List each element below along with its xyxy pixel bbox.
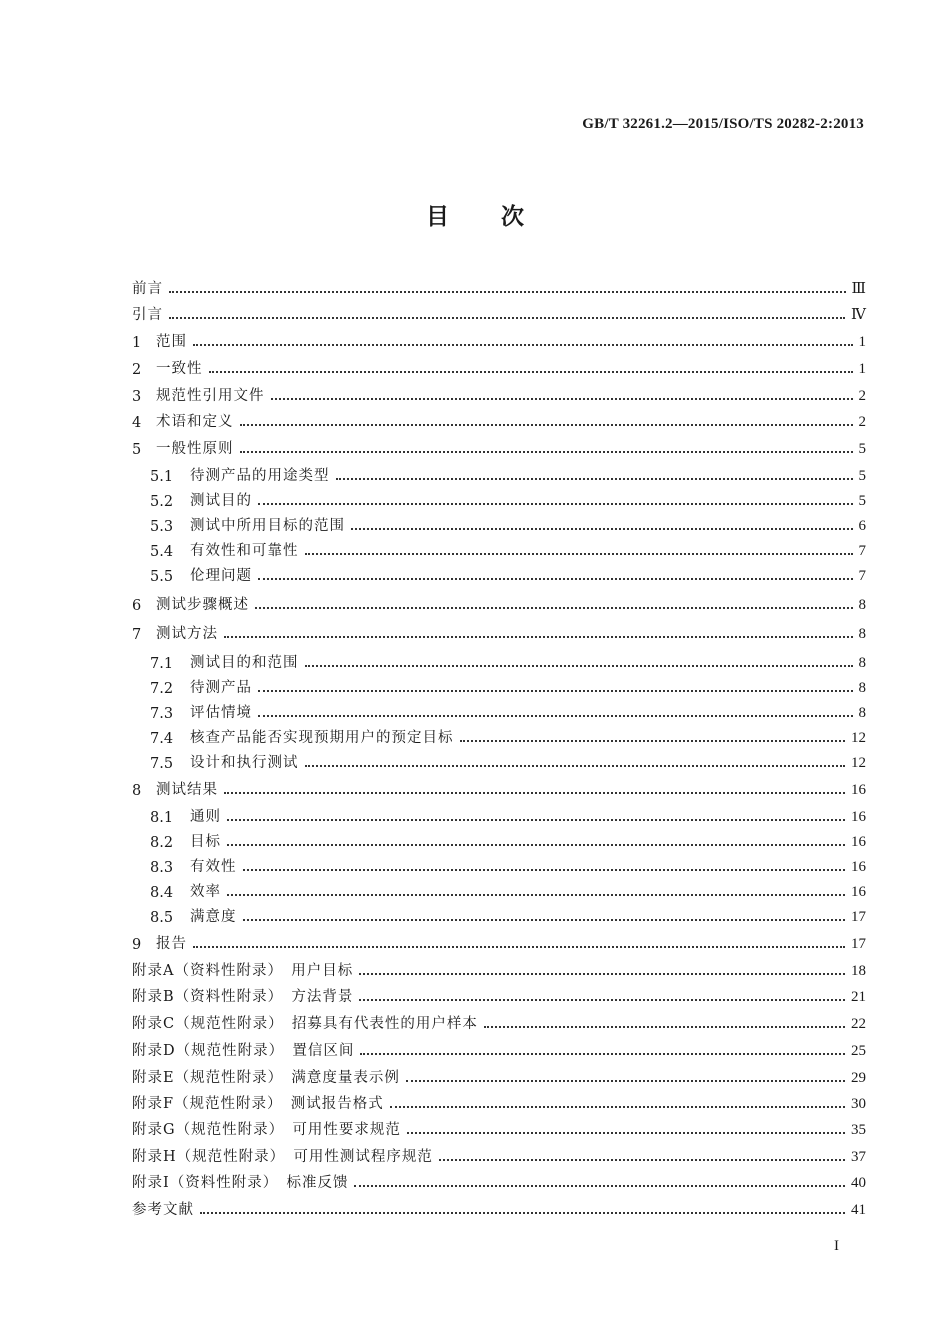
toc-entry[interactable] (150, 700, 866, 722)
toc-entry[interactable] (150, 538, 866, 560)
toc-entry-label: 评估情境 (190, 705, 252, 721)
toc-entry-page: 17 (851, 936, 866, 952)
toc-entry-page: 7 (858, 543, 866, 559)
dot-leader (351, 528, 853, 530)
dot-leader (258, 503, 853, 505)
toc-entry-label: 附录B（资料性附录） 方法背景 (132, 989, 354, 1005)
dot-leader (227, 894, 845, 896)
toc-entry-page: 1 (858, 361, 866, 377)
toc-entry-label: 术语和定义 (156, 414, 234, 430)
dot-leader (354, 1185, 845, 1187)
toc-entry-number: 8.4 (150, 885, 174, 901)
toc-entry[interactable] (150, 650, 866, 672)
toc-entry-label: 通则 (190, 809, 221, 825)
toc-entry[interactable] (132, 1197, 866, 1219)
toc-entry-number: 3 (132, 389, 142, 405)
toc-entry[interactable] (132, 329, 866, 351)
toc-entry-label: 附录F（规范性附录） 测试报告格式 (132, 1096, 384, 1112)
toc-entry-page: 2 (858, 414, 866, 430)
toc-entry-label: 待测产品 (190, 680, 252, 696)
toc-entry-label: 附录D（规范性附录） 置信区间 (132, 1043, 355, 1059)
toc-entry-number: 8.3 (150, 860, 174, 876)
toc-entry-number: 7.2 (150, 681, 174, 697)
toc-title: 目次 (426, 204, 576, 230)
toc-entry-number: 5.5 (150, 569, 174, 585)
toc-entry-label: 目标 (190, 834, 221, 850)
toc-entry-page: Ⅲ (851, 281, 866, 297)
dot-leader (224, 636, 853, 638)
dot-leader (359, 999, 845, 1001)
toc-entry-label: 伦理问题 (190, 568, 252, 584)
dot-leader (243, 919, 846, 921)
standard-code: GB/T 32261.2—2015/ISO/TS 20282-2:2013 (582, 116, 864, 132)
toc-entry-page: 16 (851, 859, 866, 875)
toc-entry-page: 12 (851, 755, 866, 771)
dot-leader (255, 607, 853, 609)
toc-entry-label: 报告 (156, 936, 187, 952)
toc-entry-label: 一致性 (156, 361, 203, 377)
toc-entry-label: 附录G（规范性附录） 可用性要求规范 (132, 1122, 401, 1138)
dot-leader (169, 291, 846, 293)
toc-entry-label: 测试步骤概述 (156, 597, 249, 613)
dot-leader (224, 792, 845, 794)
toc-entry-label: 引言 (132, 307, 163, 323)
toc-entry-page: 8 (858, 655, 866, 671)
toc-entry[interactable] (132, 436, 866, 458)
dot-leader (209, 371, 853, 373)
toc-entry[interactable] (132, 984, 866, 1006)
toc-entry-number: 7 (132, 627, 142, 643)
toc-entry-number: 8.5 (150, 910, 174, 926)
toc-entry-page: 16 (851, 809, 866, 825)
toc-entry-number: 8.1 (150, 810, 174, 826)
toc-entry-number: 5.2 (150, 494, 174, 510)
toc-entry[interactable] (132, 302, 866, 324)
toc-entry-page: 16 (851, 782, 866, 798)
toc-entry-label: 有效性和可靠性 (190, 543, 299, 559)
toc-entry-label: 规范性引用文件 (156, 388, 265, 404)
dot-leader (200, 1212, 845, 1214)
toc-entry-label: 效率 (190, 884, 221, 900)
dot-leader (336, 478, 853, 480)
dot-leader (407, 1132, 845, 1134)
toc-entry-label: 测试目的和范围 (190, 655, 299, 671)
toc-entry-page: 29 (851, 1070, 866, 1086)
toc-entry-page: 1 (858, 334, 866, 350)
toc-entry[interactable] (150, 513, 866, 535)
toc-entry[interactable] (150, 488, 866, 510)
toc-entry[interactable] (150, 725, 866, 747)
toc-entry-page: 40 (851, 1175, 866, 1191)
toc-entry[interactable] (132, 409, 866, 431)
toc-entry-label: 测试中所用目标的范围 (190, 518, 345, 534)
dot-leader (484, 1026, 845, 1028)
toc-entry-number: 8 (132, 783, 142, 799)
toc-entry[interactable] (150, 904, 866, 926)
toc-entry-label: 设计和执行测试 (190, 755, 299, 771)
dot-leader (258, 690, 853, 692)
toc-entry[interactable] (132, 276, 866, 298)
toc-entry-page: 8 (858, 705, 866, 721)
dot-leader (406, 1080, 845, 1082)
toc-entry-label: 范围 (156, 334, 187, 350)
toc-entry-page: 8 (858, 680, 866, 696)
toc-entry-number: 7.1 (150, 656, 174, 672)
toc-entry-page: 25 (851, 1043, 866, 1059)
dot-leader (240, 424, 853, 426)
toc-entry-page: 41 (851, 1202, 866, 1218)
toc-entry-label: 核查产品能否实现预期用户的预定目标 (190, 730, 454, 746)
toc-entry[interactable] (132, 1011, 866, 1033)
toc-entry[interactable] (132, 621, 866, 643)
toc-entry[interactable] (150, 879, 866, 901)
toc-entry-label: 参考文献 (132, 1202, 194, 1218)
toc-entry-page: 30 (851, 1096, 866, 1112)
toc-entry-number: 8.2 (150, 835, 174, 851)
dot-leader (193, 344, 853, 346)
toc-entry-label: 测试结果 (156, 782, 218, 798)
toc-entry[interactable] (132, 777, 866, 799)
dot-leader (360, 1053, 845, 1055)
toc-entry-page: 37 (851, 1149, 866, 1165)
dot-leader (240, 451, 853, 453)
toc-entry-number: 6 (132, 598, 142, 614)
toc-entry-number: 1 (132, 335, 142, 351)
toc-entry-label: 测试目的 (190, 493, 252, 509)
dot-leader (390, 1106, 845, 1108)
dot-leader (305, 765, 846, 767)
toc-entry[interactable] (132, 1065, 866, 1087)
toc-entry-page: 7 (858, 568, 866, 584)
toc-entry[interactable] (150, 675, 866, 697)
toc-entry-number: 7.3 (150, 706, 174, 722)
toc-entry-page: 5 (858, 468, 866, 484)
toc-entry-label: 待测产品的用途类型 (190, 468, 330, 484)
toc-entry-page: 16 (851, 834, 866, 850)
toc-entry-page: 6 (858, 518, 866, 534)
toc-entry-page: Ⅳ (851, 307, 866, 323)
dot-leader (271, 398, 853, 400)
toc-entry[interactable] (132, 958, 866, 980)
dot-leader (258, 715, 853, 717)
page-number: I (834, 1238, 839, 1254)
toc-entry[interactable] (132, 1038, 866, 1060)
toc-entry-number: 4 (132, 415, 142, 431)
toc-entry-page: 2 (858, 388, 866, 404)
toc-entry-label: 附录H（规范性附录） 可用性测试程序规范 (132, 1149, 433, 1165)
dot-leader (359, 973, 845, 975)
toc-entry[interactable] (132, 383, 866, 405)
dot-leader (193, 946, 845, 948)
dot-leader (258, 578, 853, 580)
toc-entry[interactable] (132, 931, 866, 953)
dot-leader (305, 553, 853, 555)
toc-entry[interactable] (150, 563, 866, 585)
toc-entry-label: 前言 (132, 281, 163, 297)
toc-entry-page: 22 (851, 1016, 866, 1032)
toc-entry-page: 21 (851, 989, 866, 1005)
toc-entry-number: 9 (132, 937, 142, 953)
toc-entry-label: 附录A（资料性附录） 用户目标 (132, 963, 354, 979)
toc-entry-page: 12 (851, 730, 866, 746)
toc-entry-number: 5 (132, 442, 142, 458)
toc-entry[interactable] (132, 1091, 866, 1113)
toc-entry[interactable] (132, 1144, 866, 1166)
toc-entry-number: 5.3 (150, 519, 174, 535)
toc-entry-number: 7.5 (150, 756, 174, 772)
toc-entry-number: 5.4 (150, 544, 174, 560)
toc-entry[interactable] (150, 854, 866, 876)
toc-entry-number: 2 (132, 362, 142, 378)
toc-entry[interactable] (150, 829, 866, 851)
toc-entry-label: 有效性 (190, 859, 237, 875)
toc-entry-label: 一般性原则 (156, 441, 234, 457)
toc-entry-page: 17 (851, 909, 866, 925)
dot-leader (243, 869, 846, 871)
toc-entry-label: 满意度 (190, 909, 237, 925)
toc-entry-page: 8 (858, 597, 866, 613)
toc-entry[interactable] (132, 592, 866, 614)
toc-entry-page: 5 (858, 441, 866, 457)
dot-leader (227, 844, 845, 846)
toc-entry-page: 18 (851, 963, 866, 979)
toc-entry[interactable] (132, 1170, 866, 1192)
toc-entry-page: 35 (851, 1122, 866, 1138)
toc-entry-page: 16 (851, 884, 866, 900)
dot-leader (439, 1159, 845, 1161)
dot-leader (305, 665, 853, 667)
toc-entry[interactable] (150, 463, 866, 485)
toc-entry[interactable] (132, 1117, 866, 1139)
toc-entry-number: 7.4 (150, 731, 174, 747)
toc-entry[interactable] (150, 750, 866, 772)
toc-entry-label: 附录C（规范性附录） 招募具有代表性的用户样本 (132, 1016, 478, 1032)
toc-entry-page: 8 (858, 626, 866, 642)
dot-leader (460, 740, 846, 742)
toc-entry[interactable] (150, 804, 866, 826)
dot-leader (169, 317, 845, 319)
toc-entry-label: 测试方法 (156, 626, 218, 642)
toc-entry-label: 附录E（规范性附录） 满意度量表示例 (132, 1070, 400, 1086)
toc-entry-number: 5.1 (150, 469, 174, 485)
toc-entry[interactable] (132, 356, 866, 378)
toc-entry-label: 附录I（资料性附录） 标准反馈 (132, 1175, 349, 1191)
toc-entry-page: 5 (858, 493, 866, 509)
dot-leader (227, 819, 845, 821)
